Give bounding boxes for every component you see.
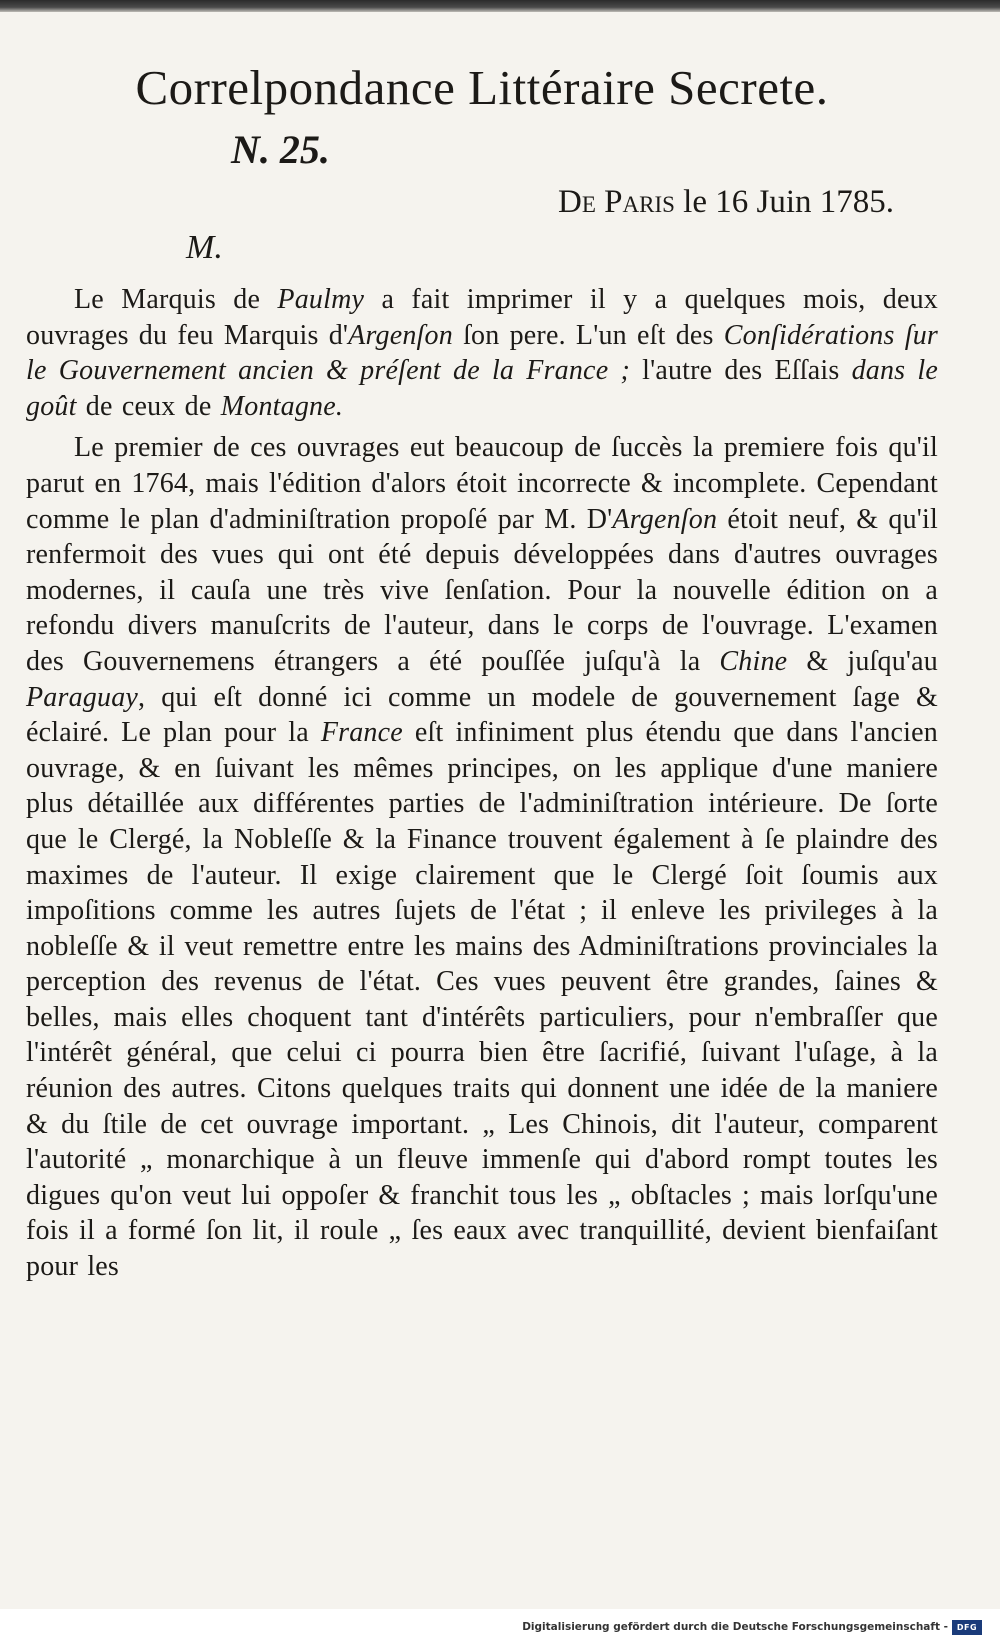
text-run: ſon pere. L'un eſt des [452,319,724,351]
italic-text-run: dans le goût [26,355,939,422]
paragraph [26,282,938,424]
text-run: l'autre des Eſſais [629,355,852,387]
paragraph [26,430,938,1284]
funding-credit: Digitalisierung gefördert durch die Deutsche Forschungsgemeinschaft - [522,1621,948,1633]
article-body [26,282,938,1285]
italic-text-run: Conſidérations ſur le Gouvernement ancien & préſent de la France ; [26,319,939,387]
dateline [26,182,894,222]
text-run: Le Marquis de [74,284,278,315]
page-top-edge [0,0,1000,12]
italic-text-run: Argenſon [612,503,718,535]
salutation: M. [186,229,223,266]
dateline-date: le 16 Juin 1785. [674,184,894,220]
page-title: Correlpondance Littéraire Secrete. [135,60,829,115]
dateline-place: De Paris [558,184,675,220]
italic-text-run: Paraguay [26,681,139,713]
text-run: a fait imprimer il y a quelques mois, deux ouvrages du feu Marquis d' [26,284,938,351]
italic-text-run: Paulmy [277,284,365,315]
text-run: & juſqu'au [787,645,938,677]
text-run: de ceux de [76,390,221,422]
issue-number: N. 25. [231,127,330,172]
italic-text-run: Argenſon [348,319,453,351]
italic-text-run: Montagne. [220,390,344,422]
text-run: Le premier de ces ouvrages eut beaucoup de ſuccès la premiere fois qu'il parut en 1764, mais l'édition d'alors étoit incorrecte & incomplete. Cependant comme le plan d'adminiſtration propoſé par M. D' [26,432,938,535]
text-run: , qui eſt donné ici comme un modele de gouvernement ſage & éclairé. Le plan pour la [26,681,938,749]
italic-text-run: France [320,717,403,749]
digitization-footer [0,1609,1000,1643]
italic-text-run: Chine [719,645,788,677]
text-run: eſt infiniment plus étendu que dans l'ancien ouvrage, & en ſuivant les mêmes principes, on les applique d'une maniere plus détaillée aux différentes parties de l'adminiſtration intérieure. De ſorte que le Clergé, la Nobleſſe & la Finance trouvent également à ſe plaindre des maximes de l'auteur. Il exige clairement que le Clergé ſoit ſoumis aux impoſitions comme les autres ſujets de l'état ; il enleve les privileges à la nobleſſe & il veut remettre entre les mains des Adminiſtrations provinciales la perception des revenus de l'état. Ces vues peuvent être grandes, ſaines & belles, mais elles choquent tant d'intérêts particuliers, pour n'embraſſer que l'intérêt général, que celui ci pourra bien être ſacrifié, ſuivant l'uſage, à la réunion des autres. Citons quelques traits qui donnent une idée de la maniere & du ſtile de cet ouvrage important. „ Les Chinois, dit l'auteur, comparent l'autorité „ monarchique à un fleuve immenſe qui d'abord rompt toutes les digues qu'on veut lui oppoſer & franchit tous les „ obſtacles ; mais lorſqu'une fois il a formé ſon lit, il roule „ ſes eaux avec tranquillité, devient bienfaiſant pour les [26,717,938,1283]
document-page [26,40,938,1605]
text-run: étoit neuf, & qu'il renfermoit des vues qui ont été depuis développées dans d'autres ouvrages modernes, il cauſa une très vive ſenſation. Pour la nouvelle édition on a refondu divers manuſcrits de l'auteur, dans le corps de l'ouvrage. L'examen des Gouvernemens étrangers a été pouſſée juſqu'à la [26,503,938,677]
dfg-logo: DFG [952,1620,982,1635]
